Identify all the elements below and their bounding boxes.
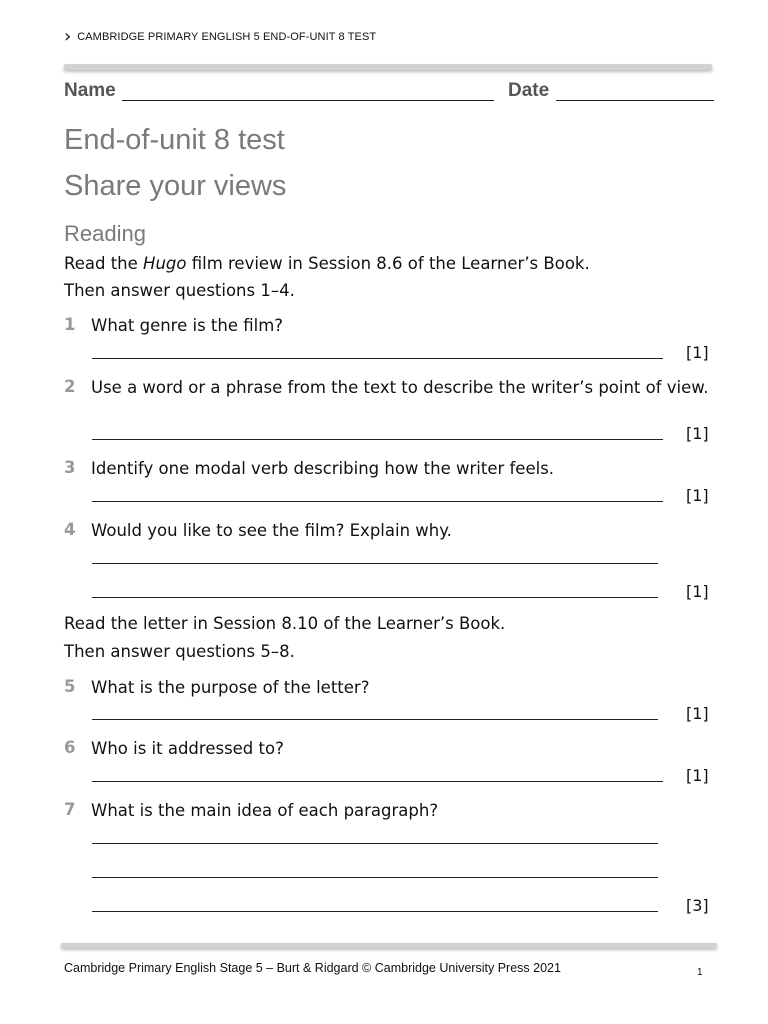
answer-line[interactable] (92, 358, 663, 359)
answer-line[interactable] (92, 911, 658, 912)
chevron-right-icon: › (64, 26, 72, 47)
question-number: 6 (64, 738, 76, 757)
question-text: What is the main idea of each paragraph? (91, 801, 439, 820)
running-title: CAMBRIDGE PRIMARY ENGLISH 5 END-OF-UNIT 8 TEST (77, 31, 377, 43)
answer-line[interactable] (92, 781, 663, 782)
date-field[interactable] (556, 100, 714, 101)
section-heading: Reading (64, 221, 146, 246)
instruction-line (64, 254, 590, 273)
film-title: Hugo (143, 254, 187, 273)
question-number: 5 (64, 677, 76, 696)
header-divider (64, 64, 712, 70)
name-label: Name (64, 80, 116, 101)
question-text: Would you like to see the film? Explain why. (91, 521, 452, 540)
mark-allocation: [1] (686, 343, 709, 362)
instruction-line: Read the letter in Session 8.10 of the Learner’s Book. (64, 614, 506, 633)
question-number: 7 (64, 800, 76, 819)
question-text: What genre is the film? (91, 316, 284, 335)
footer-divider (61, 943, 717, 948)
name-date-row (64, 80, 714, 104)
page-number: 1 (697, 967, 703, 978)
question-text: Who is it addressed to? (91, 739, 284, 758)
mark-allocation: [1] (686, 582, 709, 601)
answer-line[interactable] (92, 439, 663, 440)
instruction-line: Then answer questions 1–4. (64, 281, 295, 300)
page-subtitle: Share your views (64, 170, 287, 202)
question-number: 1 (64, 315, 76, 334)
instruction-line: Then answer questions 5–8. (64, 642, 295, 661)
footer-copyright: Cambridge Primary English Stage 5 – Burt & Ridgard © Cambridge University Press 2021 (64, 961, 561, 975)
instruction-text: film review in Session 8.6 of the Learner’s Book. (186, 254, 590, 273)
mark-allocation: [3] (686, 896, 709, 915)
mark-allocation: [1] (686, 766, 709, 785)
mark-allocation: [1] (686, 704, 709, 723)
answer-line[interactable] (92, 843, 658, 844)
answer-line[interactable] (92, 501, 663, 502)
question-number: 3 (64, 458, 76, 477)
answer-line[interactable] (92, 719, 658, 720)
page-title: End-of-unit 8 test (64, 124, 285, 156)
mark-allocation: [1] (686, 424, 709, 443)
question-number: 2 (64, 377, 76, 396)
question-text: What is the purpose of the letter? (91, 678, 370, 697)
instruction-text: Read the (64, 254, 144, 273)
question-number: 4 (64, 520, 76, 539)
name-field[interactable] (122, 100, 494, 101)
question-text: Identify one modal verb describing how the writer feels. (91, 459, 555, 478)
running-header (64, 26, 377, 47)
answer-line[interactable] (92, 563, 658, 564)
mark-allocation: [1] (686, 486, 709, 505)
answer-line[interactable] (92, 597, 658, 598)
answer-line[interactable] (92, 877, 658, 878)
date-label: Date (508, 80, 550, 101)
question-text: Use a word or a phrase from the text to describe the writer’s point of view. (91, 378, 709, 397)
